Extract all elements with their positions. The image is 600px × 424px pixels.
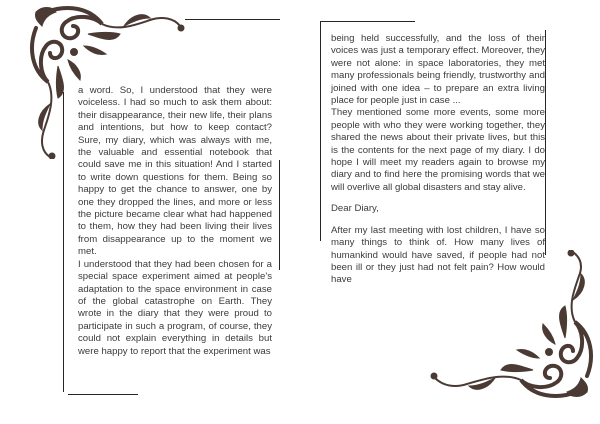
left-page-right-rule [279, 160, 280, 270]
right-paragraph-2: They mentioned some more events, some more people with who they were working together, they shared the news about their private lives, but this is the contents for the next page of my diary. I do hope I will meet my readers again to browse my diary and to find here the promising words that we will overlive all global disasters and stay alive. [331, 107, 545, 193]
left-page-top-rule [185, 19, 280, 20]
left-page-text [78, 85, 272, 358]
right-paragraph-1: being held successfully, and the loss of their voices was just a temporary effect. Moreover, they were not alone: in space laboratories, they met many professionals being friendly, trustworthy and joined with one idea – to prepare an extra living place for people just in case ... [331, 33, 545, 107]
diary-salutation: Dear Diary, [331, 203, 379, 215]
left-page-bottom-rule [68, 394, 138, 395]
right-page-text [331, 33, 545, 287]
right-page-left-rule [320, 21, 321, 241]
right-page-right-rule [545, 30, 546, 255]
left-paragraph-1: a word. So, I understood that they were voiceless. I had so much to ask them about: their disappearance, their new life, their plans and intentions, but how to keep contact? Sure, my diary, which was always with me, the valuable and essential notebook that could save me in this situation! And I started to write down questions for them. Being so happy to get the chance to answer, one by one they dropped the lines, and more or less the picture became clear what had happened to them, how they had been living their lives from disappearance up to the moment we met. [78, 85, 272, 258]
right-paragraph-3: After my last meeting with lost children, I have so many things to think of. How many lives of humankind would have saved, if people had not been ill or they just had not felt pain? How would have [331, 224, 545, 286]
left-paragraph-2: I understood that they had been chosen for a special space experiment aimed at people's adaptation to the space environment in case of the global catastrophe on Earth. They wrote in the diary that they were proud to participate in such a program, of course, they could not explain everything in details but were happy to report that the experiment was [78, 258, 272, 357]
right-page-top-rule [320, 21, 415, 22]
